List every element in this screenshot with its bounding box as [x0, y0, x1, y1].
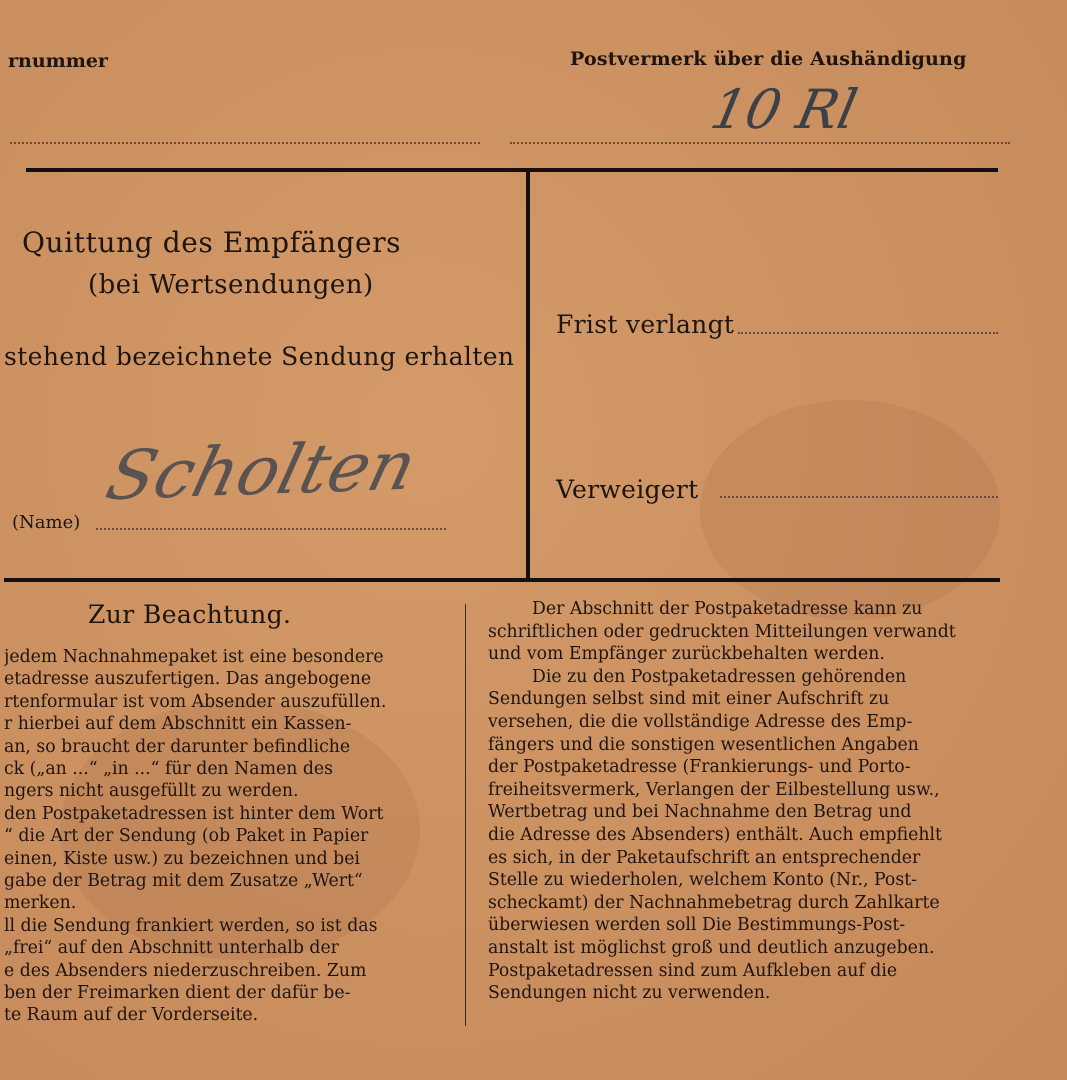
name-label: (Name) — [12, 512, 81, 533]
notes-right-line: und vom Empfänger zurückbehalten werden. — [488, 644, 885, 665]
notes-left-line: “ die Art der Sendung (ob Paket in Papier — [4, 826, 369, 847]
notes-left-line: ben der Freimarken dient der dafür be- — [4, 983, 351, 1003]
notes-left-line: rtenformular ist vom Absender auszufüllen. — [4, 691, 387, 712]
notes-left-line: e des Absenders niederzuschreiben. Zum — [4, 960, 367, 981]
name-dotted-line — [96, 528, 446, 530]
notes-right-line: überwiesen werden soll Die Bestimmungs-Post- — [488, 915, 906, 936]
notes-left-line: einen, Kiste usw.) zu bezeichnen und bei — [4, 848, 360, 869]
notes-right-line: der Postpaketadresse (Frankierungs- und Porto- — [488, 757, 911, 778]
notes-left-line: r hierbei auf dem Abschnitt ein Kassen- — [4, 714, 352, 735]
dotted-line — [510, 142, 1010, 144]
notes-right-line: die Adresse des Absenders) enthält. Auch empfiehlt — [488, 825, 943, 845]
notes-left-line: etadresse auszufertigen. Das angebogene — [4, 669, 372, 690]
notes-left-line: den Postpaketadressen ist hinter dem Wort — [4, 803, 384, 824]
middle-rule — [4, 578, 1000, 582]
receipt-text: stehend bezeichnete Sendung erhalten — [4, 342, 515, 371]
notes-left-line: ck („an ...“ „in ...“ für den Namen des — [4, 759, 333, 779]
header-number-fragment: rnummer — [8, 50, 108, 72]
delivery-note-label: Postvermerk über die Aushändigung — [570, 48, 967, 70]
notes-left-line: an, so braucht der darunter befindliche — [4, 736, 351, 757]
notes-left-line: gabe der Betrag mit dem Zusatze „Wert“ — [4, 871, 363, 891]
top-rule — [26, 168, 998, 172]
notes-right-line: schriftlichen oder gedruckten Mitteilungen verwandt — [488, 621, 956, 642]
notes-right-line: fängers und die sonstigen wesentlichen Angaben — [488, 734, 919, 755]
receipt-title: Quittung des Empfängers — [22, 226, 402, 259]
notes-right-line: Sendungen selbst sind mit einer Aufschrift zu — [488, 689, 890, 710]
frist-label: Frist verlangt — [556, 310, 735, 339]
notes-left-line: jedem Nachnahmepaket ist eine besondere — [4, 647, 384, 667]
notes-right-line: scheckamt) der Nachnahmebetrag durch Zahlkarte — [488, 892, 940, 913]
notes-right-line: Postpaketadressen sind zum Aufkleben auf die — [488, 960, 898, 981]
recipient-signature: Scholten — [98, 426, 424, 517]
notes-right-line: Stelle zu wiederholen, welchem Konto (Nr., Post- — [488, 870, 917, 891]
dotted-line — [10, 142, 480, 144]
notes-left-line: ll die Sendung frankiert werden, so ist das — [4, 915, 378, 936]
notes-right-line: Der Abschnitt der Postpaketadresse kann zu — [532, 599, 923, 619]
notes-right-line: versehen, die die vollständige Adresse des Emp- — [488, 712, 913, 732]
handwritten-amount: 10 Rl — [705, 78, 863, 141]
notes-title: Zur Beachtung. — [88, 600, 292, 629]
notes-right-line: Sendungen nicht zu verwenden. — [488, 983, 771, 1004]
notes-left-line: te Raum auf der Vorderseite. — [4, 1005, 259, 1026]
notes-left-line: merken. — [4, 893, 77, 914]
frist-dotted-line — [738, 332, 998, 334]
box-divider — [526, 170, 530, 580]
notes-left-line: ngers nicht ausgefüllt zu werden. — [4, 781, 299, 802]
notes-right-line: anstalt ist möglichst groß und deutlich anzugeben. — [488, 938, 935, 958]
notes-right-line: Die zu den Postpaketadressen gehörenden — [532, 666, 907, 687]
notes-column-divider — [465, 604, 466, 1026]
notes-right-line: Wertbetrag und bei Nachnahme den Betrag und — [488, 802, 912, 823]
verweigert-dotted-line — [720, 496, 998, 498]
notes-right-line: freiheitsvermerk, Verlangen der Eilbestellung usw., — [488, 779, 940, 800]
paper-stain — [700, 400, 1000, 620]
notes-left-line: „frei“ auf den Abschnitt unterhalb der — [4, 938, 339, 959]
notes-right-line: es sich, in der Paketaufschrift an entsprechender — [488, 847, 921, 868]
verweigert-label: Verweigert — [556, 475, 699, 504]
receipt-subtitle: (bei Wertsendungen) — [88, 270, 374, 300]
